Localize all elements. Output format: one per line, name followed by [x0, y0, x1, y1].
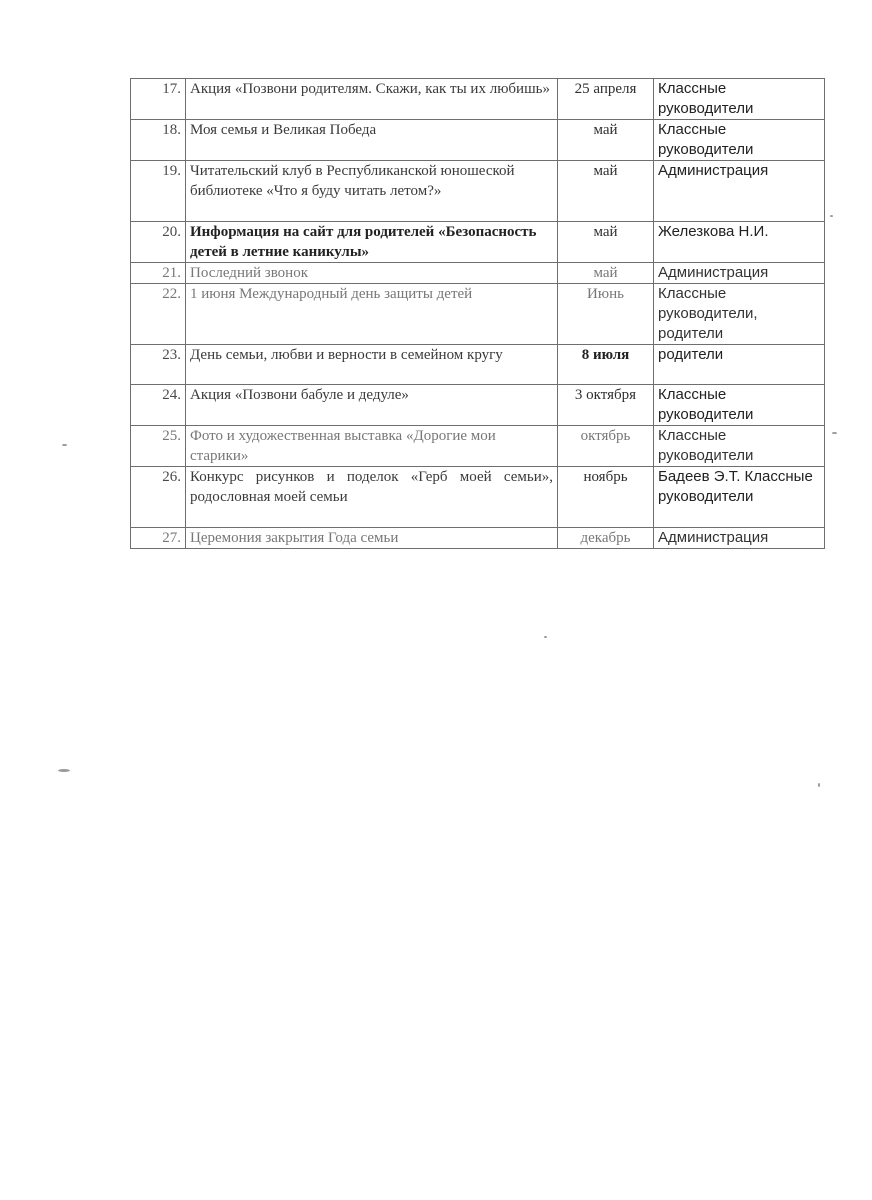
table-row — [131, 161, 825, 222]
scan-speck — [830, 215, 833, 217]
event-title: Конкурс рисунков и поделок «Герб моей семьи», родословная моей семьи — [186, 467, 558, 528]
event-date: 8 июля — [558, 345, 654, 385]
event-date: 3 октября — [558, 385, 654, 426]
table-row — [131, 263, 825, 284]
event-responsible: Администрация — [654, 161, 825, 222]
event-responsible: Классные руководители — [654, 426, 825, 467]
table-row — [131, 528, 825, 549]
event-responsible: Железкова Н.И. — [654, 222, 825, 263]
event-date: октябрь — [558, 426, 654, 467]
scan-speck — [544, 636, 547, 638]
row-number: 26. — [131, 467, 186, 528]
event-title: Читательский клуб в Республиканской юношеской библиотеке «Что я буду читать летом?» — [186, 161, 558, 222]
event-responsible: Классные руководители, родители — [654, 284, 825, 345]
event-date: 25 апреля — [558, 79, 654, 120]
event-date: май — [558, 263, 654, 284]
scan-speck — [62, 444, 67, 446]
event-responsible: Администрация — [654, 528, 825, 549]
scan-speck — [58, 769, 70, 772]
row-number: 18. — [131, 120, 186, 161]
table-row — [131, 426, 825, 467]
event-responsible: Бадеев Э.Т. Классные руководители — [654, 467, 825, 528]
row-number: 22. — [131, 284, 186, 345]
event-title: Последний звонок — [186, 263, 558, 284]
event-date: ноябрь — [558, 467, 654, 528]
event-date: Июнь — [558, 284, 654, 345]
scan-speck — [832, 432, 837, 434]
table-row — [131, 79, 825, 120]
row-number: 17. — [131, 79, 186, 120]
event-title: 1 июня Международный день защиты детей — [186, 284, 558, 345]
event-responsible: Классные руководители — [654, 79, 825, 120]
table-row — [131, 222, 825, 263]
event-title: Информация на сайт для родителей «Безопасность детей в летние каникулы» — [186, 222, 558, 263]
scan-speck — [818, 783, 820, 787]
row-number: 25. — [131, 426, 186, 467]
events-table — [130, 78, 825, 549]
event-date: декабрь — [558, 528, 654, 549]
table-row — [131, 467, 825, 528]
row-number: 19. — [131, 161, 186, 222]
row-number: 20. — [131, 222, 186, 263]
event-title: День семьи, любви и верности в семейном кругу — [186, 345, 558, 385]
event-responsible: Классные руководители — [654, 120, 825, 161]
event-date: май — [558, 120, 654, 161]
event-title: Церемония закрытия Года семьи — [186, 528, 558, 549]
event-responsible: Администрация — [654, 263, 825, 284]
table-row — [131, 345, 825, 385]
event-responsible: родители — [654, 345, 825, 385]
event-title: Акция «Позвони бабуле и дедуле» — [186, 385, 558, 426]
event-date: май — [558, 222, 654, 263]
event-title: Моя семья и Великая Победа — [186, 120, 558, 161]
row-number: 21. — [131, 263, 186, 284]
row-number: 23. — [131, 345, 186, 385]
event-date: май — [558, 161, 654, 222]
event-title: Акция «Позвони родителям. Скажи, как ты их любишь» — [186, 79, 558, 120]
event-responsible: Классные руководители — [654, 385, 825, 426]
table-row — [131, 385, 825, 426]
row-number: 24. — [131, 385, 186, 426]
table-row — [131, 284, 825, 345]
table-row — [131, 120, 825, 161]
event-title: Фото и художественная выставка «Дорогие мои старики» — [186, 426, 558, 467]
row-number: 27. — [131, 528, 186, 549]
